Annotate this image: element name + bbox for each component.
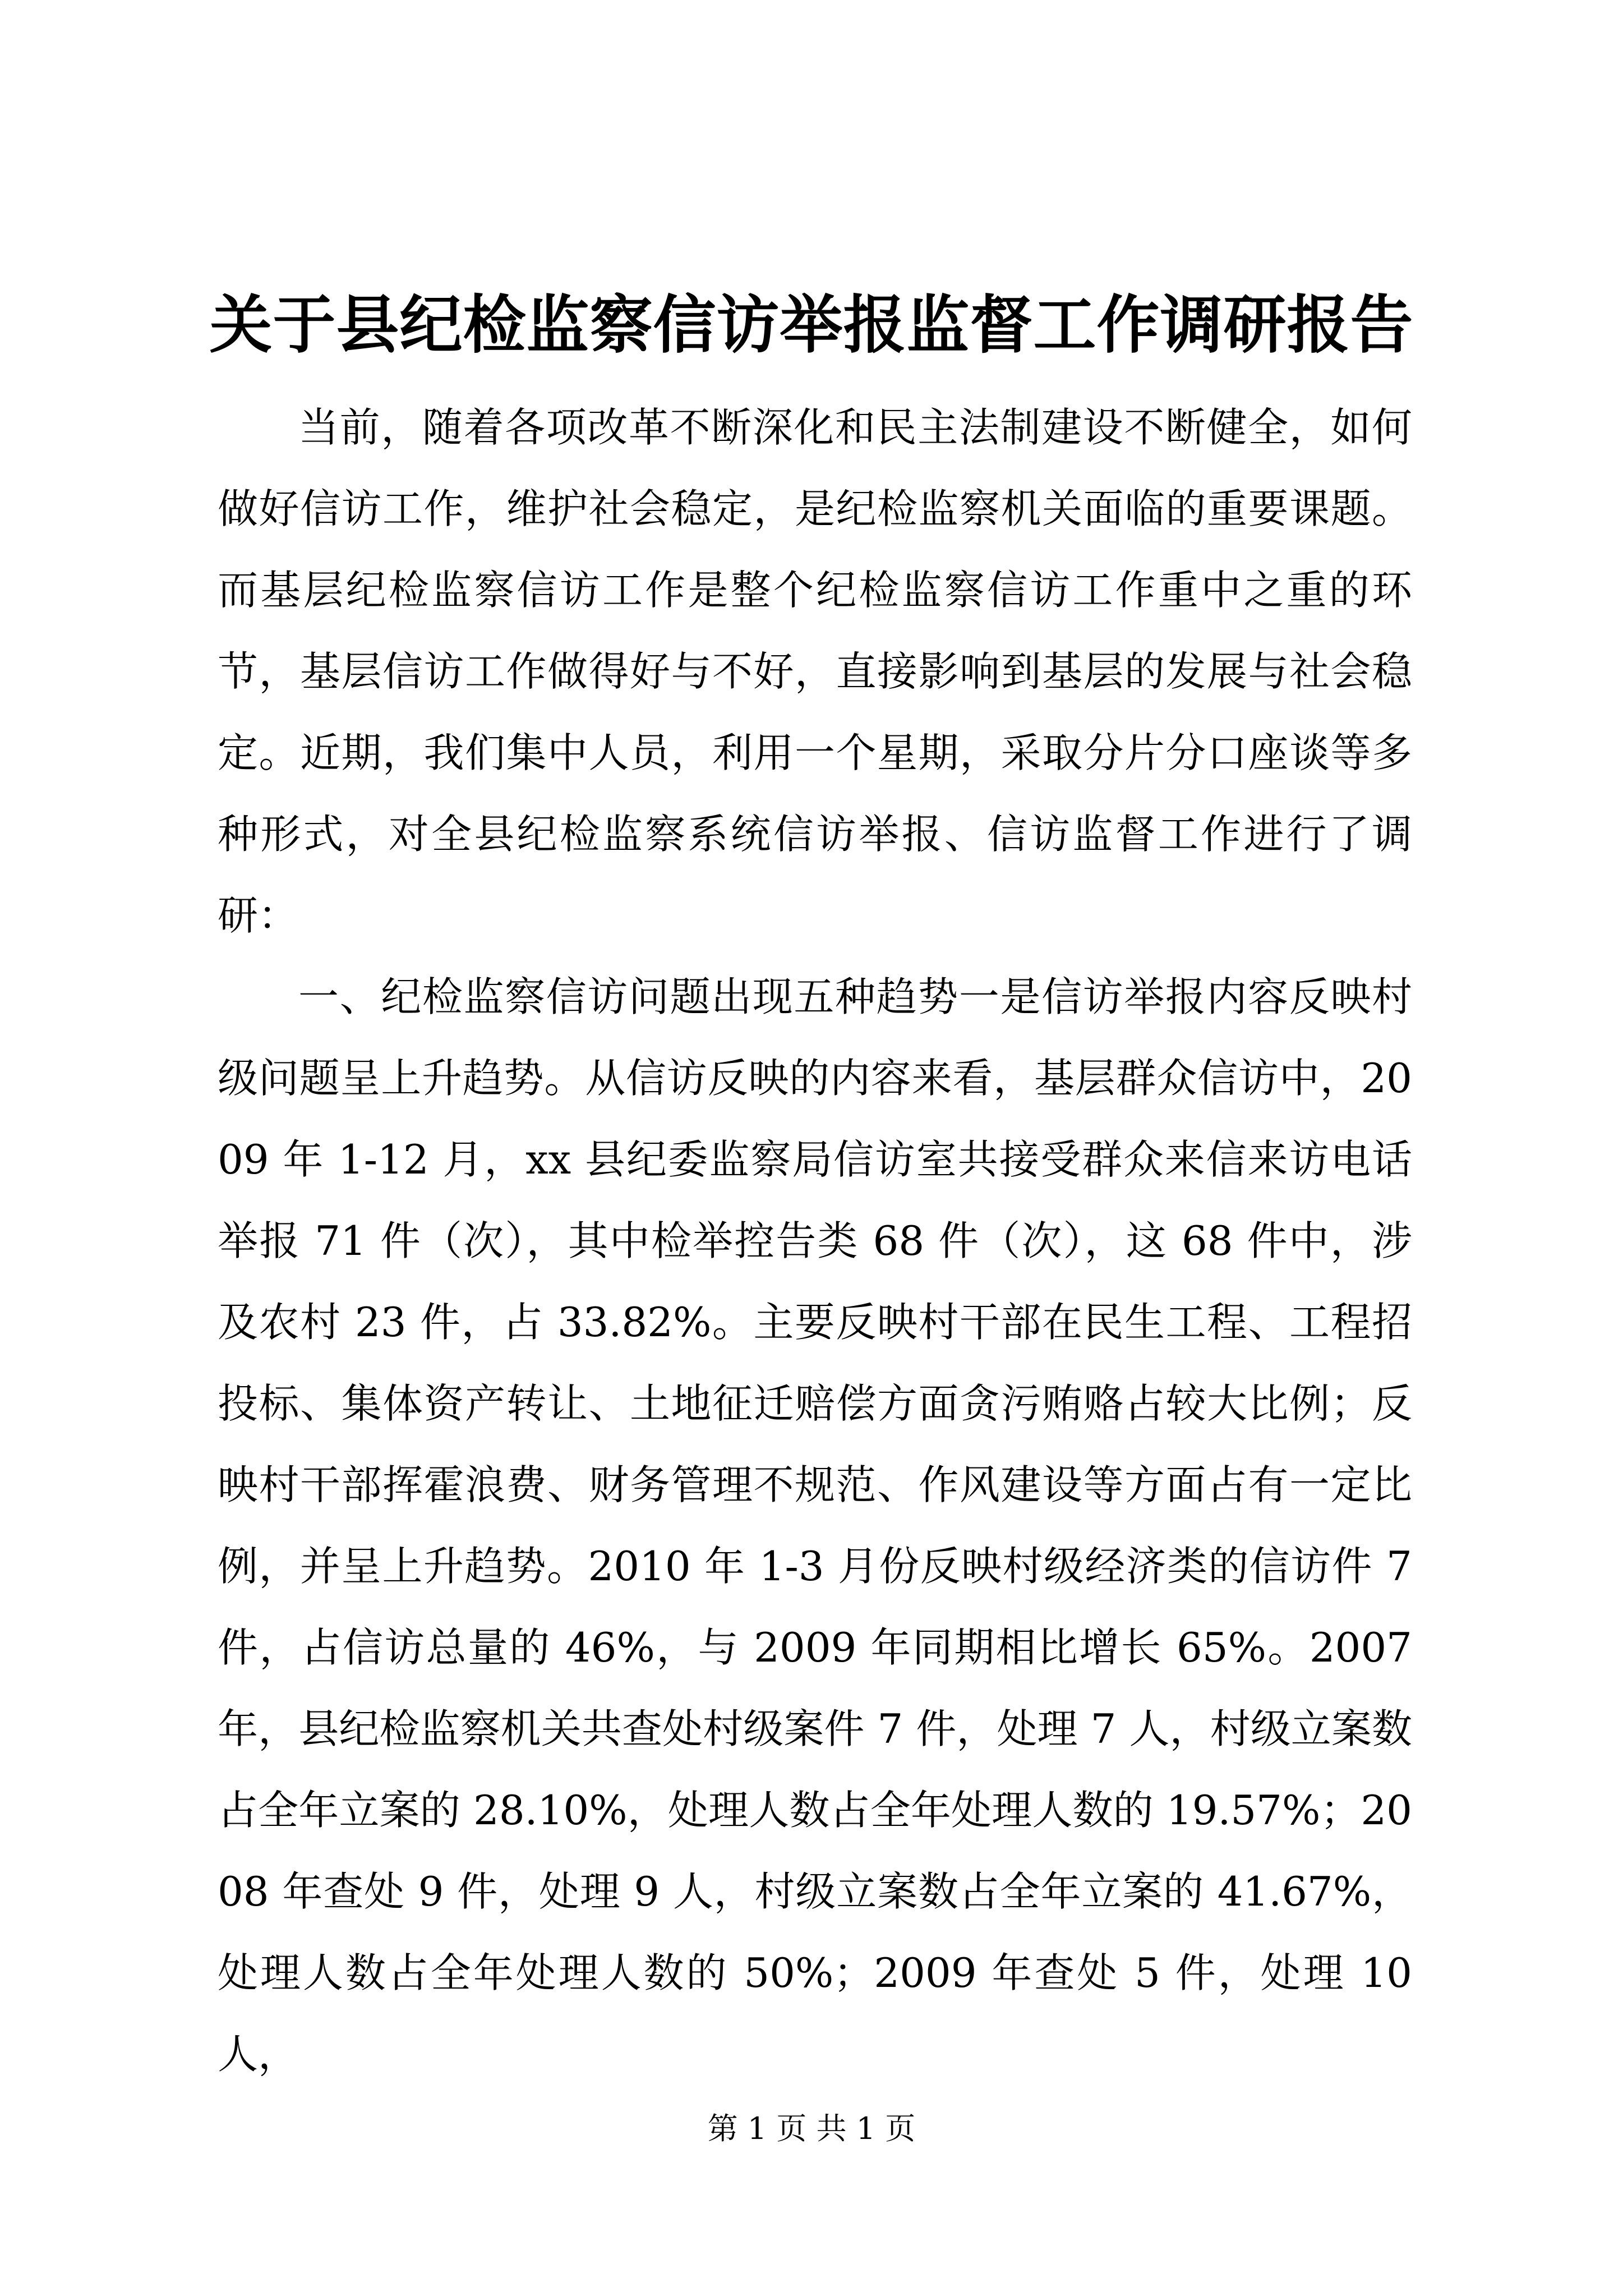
page-footer: 第 1 页 共 1 页 [707, 2111, 916, 2146]
paragraph-intro: 当前，随着各项改革不断深化和民主法制建设不断健全，如何做好信访工作，维护社会稳定，是纪检监察机关面临的重要课题。而基层纪检监察信访工作是整个纪检监察信访工作重中之重的环节，基层信访工作做得好与不好，直接影响到基层的发展与社会稳定。近期，我们集中人员，利用一个星期，采取分片分口座谈等多种形式，对全县纪检监察系统信访举报、信访监督工作进行了调研： [218, 404, 1412, 939]
paragraph-section-one: 一、纪检监察信访问题出现五种趋势一是信访举报内容反映村级问题呈上升趋势。从信访反映的内容来看，基层群众信访中，2009 年 1-12 月，xx 县纪委监察局信访室共接受群众来信来访电话举报 71 件（次），其中检举控告类 68 件（次），这 68 件中，涉及农村 23 件，占 33.82%。主要反映村干部在民生工程、工程招投标、集体资产转让、土地征迁赔偿方面贪污贿赂占较大比例；反映村干部挥霍浪费、财务管理不规范、作风建设等方面占有一定比例，并呈上升趋势。2010 年 1-3 月份反映村级经济类的信访件 7 件，占信访总量的 46%，与 2009 年同期相比增长 65%。2007 年，县纪检监察机关共查处村级案件 7 件，处理 7 人，村级立案数占全年立案的 28.10%，处理人数占全年处理人数的 19.57%；2008 年查处 9 件，处理 9 人，村级立案数占全年立案的 41.67%，处理人数占全年处理人数的 50%；2009 年查处 5 件，处理 10 人， [218, 973, 1412, 2078]
document-title: 关于县纪检监察信访举报监督工作调研报告 [209, 288, 1414, 362]
document-body [218, 387, 1412, 2095]
